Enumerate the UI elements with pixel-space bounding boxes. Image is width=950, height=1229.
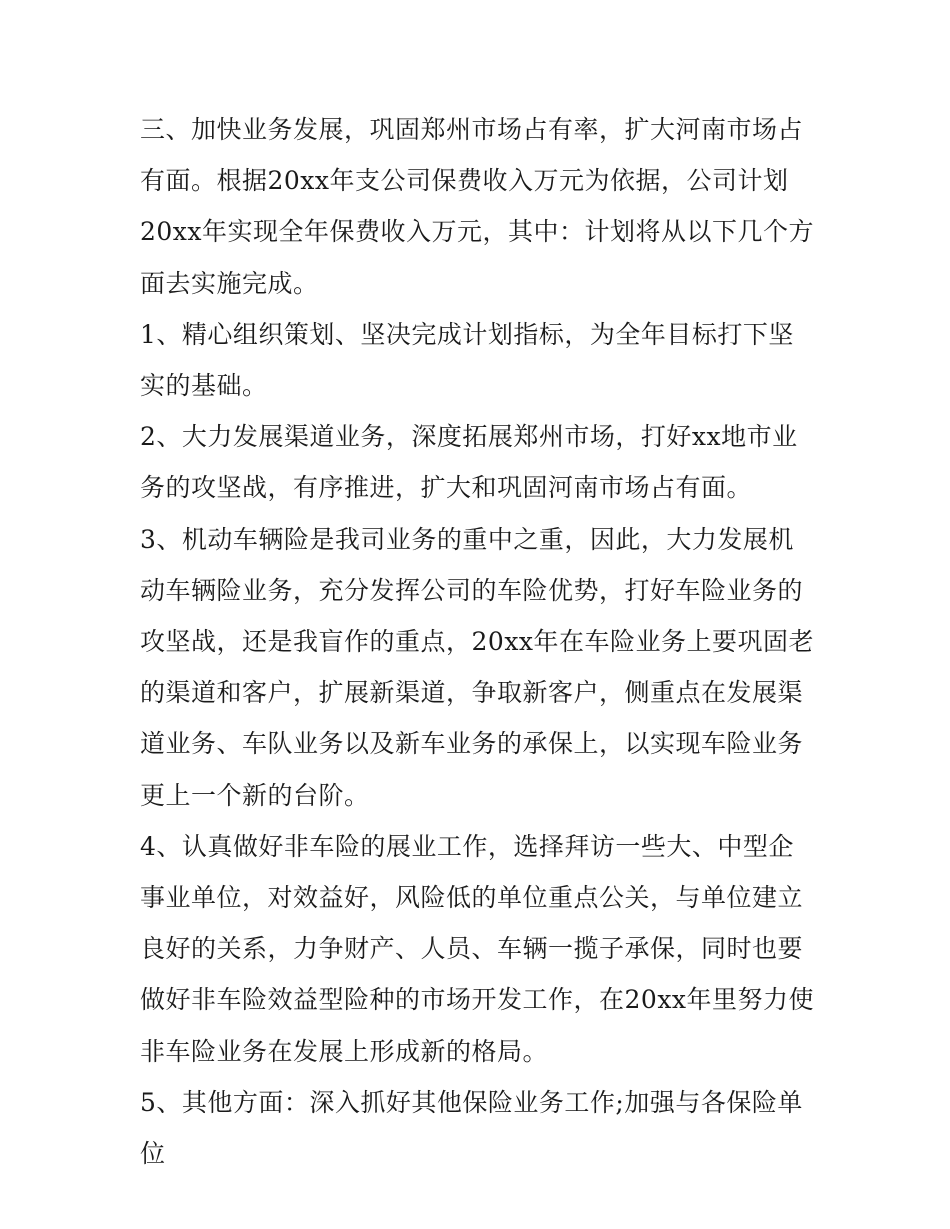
paragraph-item-3: 3、机动车辆险是我司业务的重中之重，因此，大力发展机动车辆险业务，充分发挥公司的车险优势，打好车险业务的攻坚战，还是我盲作的重点，20xx年在车险业务上要巩固老的渠道和客户，扩展新渠道，争取新客户，侧重点在发展渠道业务、车队业务以及新车业务的承保上，以实现车险业务更上一个新的台阶。 (140, 524, 815, 810)
paragraph-item-5: 5、其他方面：深入抓好其他保险业务工作;加强与各保险单位 (140, 1087, 803, 1169)
paragraph-item-4: 4、认真做好非车险的展业工作，选择拜访一些大、中型企事业单位，对效益好，风险低的单位重点公关，与单位建立良好的关系，力争财产、人员、车辆一揽子承保，同时也要做好非车险效益型险种的市场开发工作，在20xx年里努力使非车险业务在发展上形成新的格局。 (140, 831, 815, 1066)
paragraph-section-three: 三、加快业务发展，巩固郑州市场占有率，扩大河南市场占有面。根据20xx年支公司保费收入万元为依据，公司计划20xx年实现全年保费收入万元，其中：计划将从以下几个方面去实施完成。 (140, 115, 815, 298)
paragraph-item-1: 1、精心组织策划、坚决完成计划指标，为全年目标打下坚实的基础。 (140, 319, 794, 401)
paragraph-item-2: 2、大力发展渠道业务，深度拓展郑州市场，打好xx地市业务的攻坚战，有序推进，扩大和巩固河南市场占有面。 (140, 422, 798, 503)
document-body (140, 104, 816, 1179)
